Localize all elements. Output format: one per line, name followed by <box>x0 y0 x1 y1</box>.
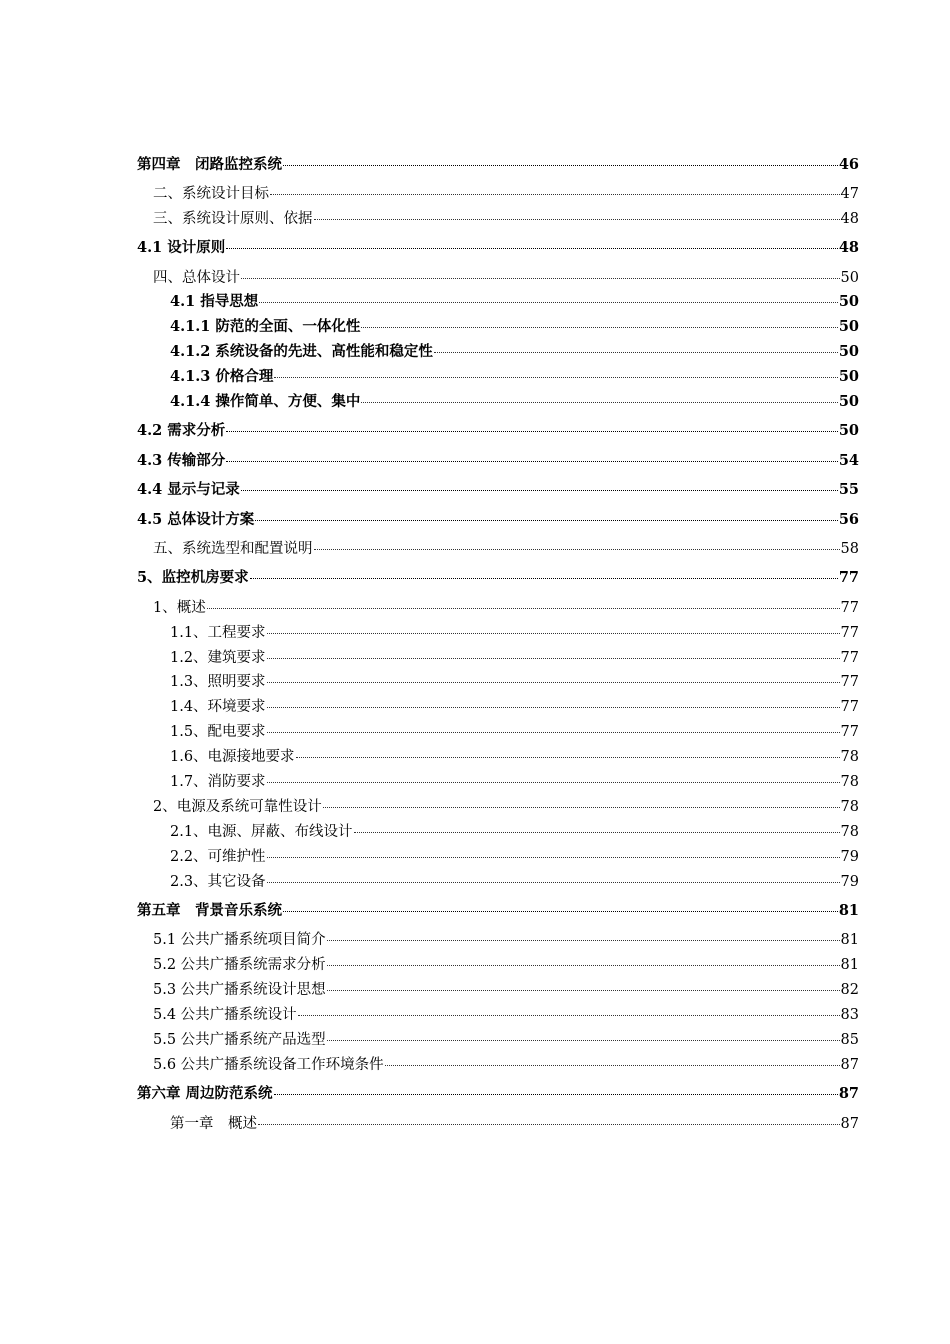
toc-entry[interactable] <box>137 478 859 503</box>
toc-entry[interactable] <box>137 820 859 845</box>
toc-entry-page-number: 77 <box>838 569 859 587</box>
toc-entry-page-number: 79 <box>840 848 859 865</box>
dot-leader <box>241 278 840 279</box>
toc-entry-page-number: 77 <box>840 724 859 741</box>
toc-entry-title: 1.1、工程要求 <box>170 624 266 641</box>
dot-leader <box>226 248 838 249</box>
toc-entry-title: 2、电源及系统可靠性设计 <box>153 798 322 815</box>
toc-entry[interactable] <box>137 236 859 261</box>
toc-entry-title: 5.1 公共广播系统项目简介 <box>153 932 326 949</box>
toc-entry-title: 四、总体设计 <box>153 269 240 286</box>
dot-leader <box>385 1065 840 1066</box>
toc-entry[interactable] <box>137 596 859 621</box>
toc-entry[interactable] <box>137 566 859 591</box>
toc-entry-page-number: 55 <box>838 481 859 499</box>
dot-leader <box>267 732 840 733</box>
toc-entry-page-number: 48 <box>840 210 859 227</box>
dot-leader <box>255 520 838 521</box>
toc-entry-title: 4.1.2 系统设备的先进、高性能和稳定性 <box>170 343 433 361</box>
toc-entry-title: 第五章 背景音乐系统 <box>137 901 282 919</box>
toc-entry-title: 5.4 公共广播系统设计 <box>153 1007 297 1023</box>
toc-entry-page-number: 50 <box>838 343 859 361</box>
toc-entry-page-number: 77 <box>840 599 859 616</box>
toc-entry-page-number: 77 <box>840 649 859 666</box>
dot-leader <box>259 302 838 303</box>
toc-entry[interactable] <box>137 266 859 291</box>
toc-entry-title: 4.5 总体设计方案 <box>137 510 255 528</box>
toc-entry-page-number: 77 <box>840 624 859 641</box>
toc-entry-page-number: 78 <box>840 798 859 815</box>
dot-leader <box>267 658 840 659</box>
toc-entry-title: 5.3 公共广播系统设计思想 <box>153 982 326 999</box>
toc-entry-title: 1.6、电源接地要求 <box>170 749 295 766</box>
toc-entry[interactable] <box>137 978 859 1003</box>
toc-entry-title: 4.2 需求分析 <box>137 422 226 440</box>
toc-entry[interactable] <box>137 419 859 444</box>
toc-entry-title: 5、监控机房要求 <box>137 569 249 587</box>
dot-leader <box>226 461 838 462</box>
toc-entry-page-number: 87 <box>840 1056 859 1073</box>
dot-leader <box>267 857 840 858</box>
toc-entry-title: 1.4、环境要求 <box>170 699 266 716</box>
dot-leader <box>327 965 840 966</box>
dot-leader <box>298 1015 840 1016</box>
toc-entry[interactable] <box>137 870 859 895</box>
toc-entry-page-number: 87 <box>838 1085 859 1103</box>
dot-leader <box>267 882 840 883</box>
toc-entry[interactable] <box>137 899 859 924</box>
toc-entry[interactable] <box>137 770 859 795</box>
dot-leader <box>250 578 838 579</box>
toc-entry-title: 三、系统设计原则、依据 <box>153 210 313 227</box>
dot-leader <box>207 608 840 609</box>
dot-leader <box>274 377 837 378</box>
toc-entry[interactable] <box>137 182 859 207</box>
toc-entry[interactable] <box>137 720 859 745</box>
toc-entry[interactable] <box>137 795 859 820</box>
dot-leader <box>267 682 840 683</box>
toc-entry[interactable] <box>137 1003 859 1028</box>
dot-leader <box>327 1040 840 1041</box>
toc-entry-page-number: 50 <box>838 318 859 336</box>
toc-entry-page-number: 87 <box>840 1115 859 1132</box>
dot-leader <box>241 490 838 491</box>
toc-entry-page-number: 81 <box>838 901 859 919</box>
toc-entry-page-number: 78 <box>840 749 859 766</box>
dot-leader <box>267 782 840 783</box>
toc-entry-page-number: 83 <box>840 1007 859 1023</box>
toc-entry-title: 1.2、建筑要求 <box>170 649 266 666</box>
dot-leader <box>283 911 838 912</box>
toc-entry-page-number: 50 <box>838 422 859 440</box>
toc-entry[interactable] <box>137 1053 859 1078</box>
dot-leader <box>226 431 838 432</box>
toc-entry-page-number: 58 <box>840 540 859 557</box>
toc-entry-title: 4.1 指导思想 <box>170 293 259 311</box>
toc-entry-page-number: 56 <box>838 510 859 528</box>
toc-entry-title: 1.5、配电要求 <box>170 724 266 741</box>
toc-entry[interactable] <box>137 845 859 870</box>
dot-leader <box>314 219 840 220</box>
toc-entry[interactable] <box>137 745 859 770</box>
dot-leader <box>327 940 840 941</box>
toc-entry-title: 二、系统设计目标 <box>153 185 269 202</box>
toc-entry[interactable] <box>137 695 859 720</box>
dot-leader <box>314 549 840 550</box>
toc-entry-title: 4.1.3 价格合理 <box>170 368 274 386</box>
toc-entry-title: 2.1、电源、屏蔽、布线设计 <box>170 823 353 840</box>
toc-entry-page-number: 54 <box>838 451 859 469</box>
toc-entry-page-number: 50 <box>838 293 859 311</box>
toc-entry[interactable] <box>137 953 859 978</box>
toc-entry-title: 5.2 公共广播系统需求分析 <box>153 957 326 974</box>
toc-entry-title: 5.6 公共广播系统设备工作环境条件 <box>153 1056 384 1073</box>
toc-entry[interactable] <box>137 390 859 415</box>
dot-leader <box>267 707 840 708</box>
toc-entry[interactable] <box>137 315 859 340</box>
dot-leader <box>258 1124 840 1125</box>
toc-entry-title: 4.1.4 操作简单、方便、集中 <box>170 393 361 411</box>
dot-leader <box>327 990 840 991</box>
toc-entry-page-number: 79 <box>840 873 859 890</box>
toc-entry-page-number: 50 <box>838 393 859 411</box>
toc-entry[interactable] <box>137 365 859 390</box>
toc-entry-page-number: 81 <box>840 932 859 949</box>
toc-entry-title: 五、系统选型和配置说明 <box>153 540 313 557</box>
table-of-contents <box>137 148 859 1136</box>
toc-entry-title: 第六章 周边防范系统 <box>137 1085 273 1103</box>
toc-entry[interactable] <box>137 207 859 232</box>
toc-entry[interactable] <box>137 646 859 671</box>
toc-entry-page-number: 78 <box>840 773 859 790</box>
dot-leader <box>270 194 840 195</box>
toc-entry-title: 1.3、照明要求 <box>170 674 266 691</box>
toc-entry-page-number: 48 <box>838 239 859 257</box>
toc-entry[interactable] <box>137 1028 859 1053</box>
toc-entry-title: 第四章 闭路监控系统 <box>137 155 282 173</box>
toc-entry[interactable] <box>137 621 859 646</box>
toc-entry-title: 4.1.1 防范的全面、一体化性 <box>170 318 361 336</box>
dot-leader <box>283 165 838 166</box>
toc-entry-title: 4.4 显示与记录 <box>137 481 240 499</box>
toc-entry-title: 4.1 设计原则 <box>137 239 226 257</box>
dot-leader <box>296 757 840 758</box>
dot-leader <box>361 402 837 403</box>
dot-leader <box>267 633 840 634</box>
toc-entry-title: 2.2、可维护性 <box>170 848 266 865</box>
toc-entry-page-number: 50 <box>840 269 859 286</box>
dot-leader <box>323 807 840 808</box>
toc-entry-page-number: 85 <box>840 1031 859 1048</box>
toc-entry[interactable] <box>137 340 859 365</box>
dot-leader <box>434 352 838 353</box>
toc-entry[interactable] <box>137 928 859 953</box>
toc-entry[interactable] <box>137 449 859 474</box>
toc-entry[interactable] <box>137 1112 859 1137</box>
toc-entry[interactable] <box>137 1082 859 1107</box>
toc-entry[interactable] <box>137 290 859 315</box>
toc-entry[interactable] <box>137 153 859 178</box>
toc-entry-title: 5.5 公共广播系统产品选型 <box>153 1031 326 1048</box>
dot-leader <box>274 1094 838 1095</box>
toc-entry-title: 1、概述 <box>153 599 206 616</box>
toc-entry-page-number: 47 <box>840 185 859 202</box>
toc-entry-page-number: 77 <box>840 674 859 691</box>
toc-entry-page-number: 50 <box>838 368 859 386</box>
toc-entry[interactable] <box>137 537 859 562</box>
toc-entry-page-number: 46 <box>838 155 859 173</box>
toc-entry[interactable] <box>137 670 859 695</box>
toc-entry-title: 4.3 传输部分 <box>137 451 226 469</box>
toc-entry-page-number: 78 <box>840 823 859 840</box>
toc-entry-page-number: 82 <box>840 982 859 999</box>
toc-entry-title: 1.7、消防要求 <box>170 773 266 790</box>
toc-entry[interactable] <box>137 508 859 533</box>
dot-leader <box>361 327 837 328</box>
toc-entry-page-number: 81 <box>840 957 859 974</box>
dot-leader <box>354 832 840 833</box>
toc-entry-title: 第一章 概述 <box>170 1115 257 1132</box>
toc-entry-title: 2.3、其它设备 <box>170 873 266 890</box>
toc-entry-page-number: 77 <box>840 699 859 716</box>
